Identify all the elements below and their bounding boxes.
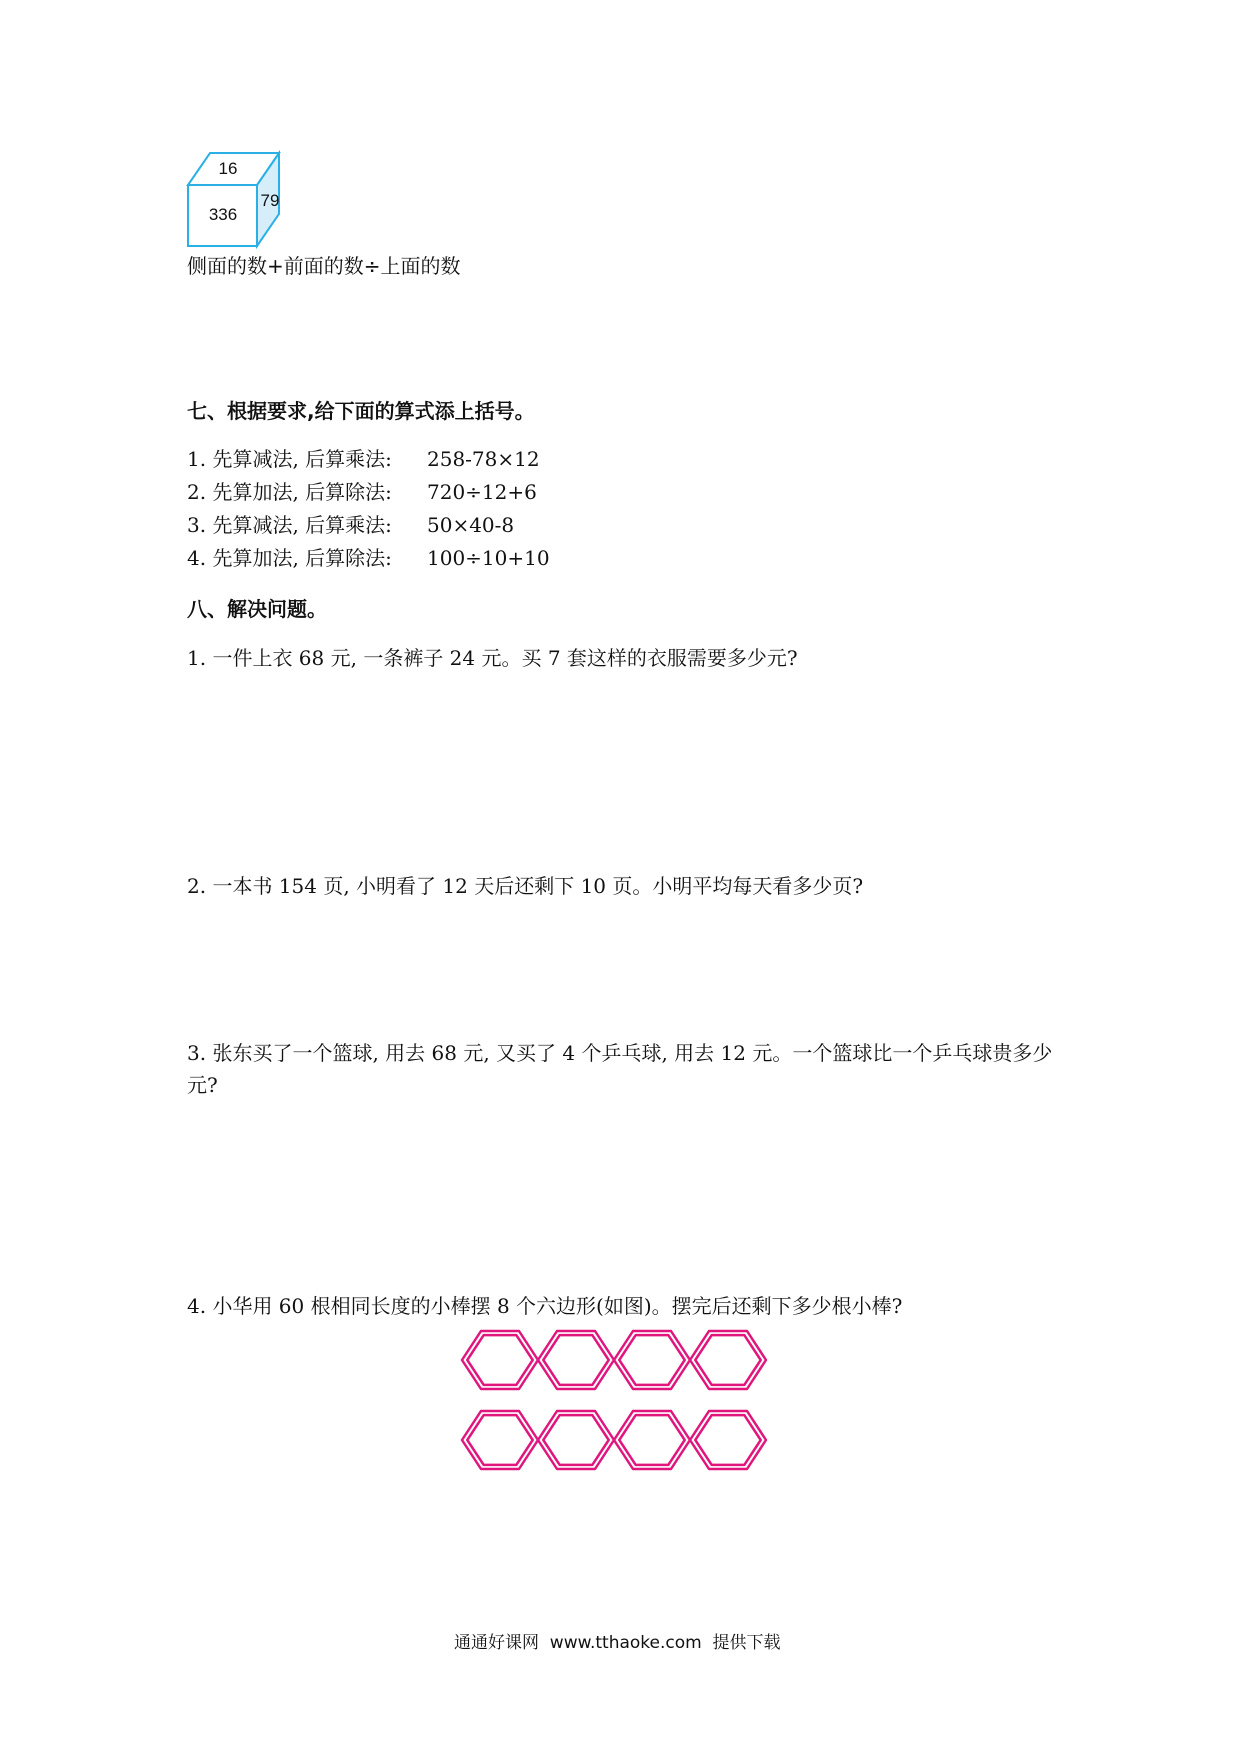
hexagon-icon <box>690 1411 766 1469</box>
hexagon-icon <box>538 1411 614 1469</box>
hexagon-icon <box>462 1331 538 1389</box>
problem-4: 4. 小华用 60 根相同长度的小棒摆 8 个六边形(如图)。摆完后还剩下多少根小棒? <box>187 1294 903 1318</box>
item-label: 3. 先算减法, 后算乘法: <box>187 513 392 537</box>
hexagon-icon <box>690 1331 766 1389</box>
item-label: 1. 先算减法, 后算乘法: <box>187 447 392 471</box>
item-expression: 50×40-8 <box>427 513 515 537</box>
cube-figure <box>185 150 285 250</box>
section-7-item <box>187 478 537 506</box>
section-7-item <box>187 445 540 473</box>
hexagon-icon <box>462 1411 538 1469</box>
hexagon-figure <box>460 1320 780 1490</box>
item-expression: 258-78×12 <box>427 447 540 471</box>
section-7-item <box>187 511 514 539</box>
footer-text: 通通好课网 www.tthaoke.com 提供下载 <box>454 1633 781 1653</box>
problem-2: 2. 一本书 154 页, 小明看了 12 天后还剩下 10 页。小明平均每天看多少页? <box>187 874 864 898</box>
cube-top-number: 16 <box>218 159 238 178</box>
item-expression: 100÷10+10 <box>427 546 550 570</box>
hexagon-icon <box>614 1331 690 1389</box>
item-expression: 720÷12+6 <box>427 480 537 504</box>
cube-side-number: 79 <box>260 191 280 210</box>
problem-3: 3. 张东买了一个篮球, 用去 68 元, 又买了 4 个乒乓球, 用去 12 元。一个篮球比一个乒乓球贵多少元? <box>187 1041 1053 1097</box>
item-label: 4. 先算加法, 后算除法: <box>187 546 392 570</box>
section-7-title: 七、根据要求,给下面的算式添上括号。 <box>187 399 535 423</box>
cube-caption: 侧面的数+前面的数÷上面的数 <box>187 254 461 278</box>
item-label: 2. 先算加法, 后算除法: <box>187 480 392 504</box>
hexagon-icon <box>538 1331 614 1389</box>
hexagon-icon <box>614 1411 690 1469</box>
cube-front-number: 336 <box>208 205 238 224</box>
section-8-title: 八、解决问题。 <box>187 597 327 621</box>
section-7-item <box>187 544 550 572</box>
problem-1: 1. 一件上衣 68 元, 一条裤子 24 元。买 7 套这样的衣服需要多少元? <box>187 646 798 670</box>
